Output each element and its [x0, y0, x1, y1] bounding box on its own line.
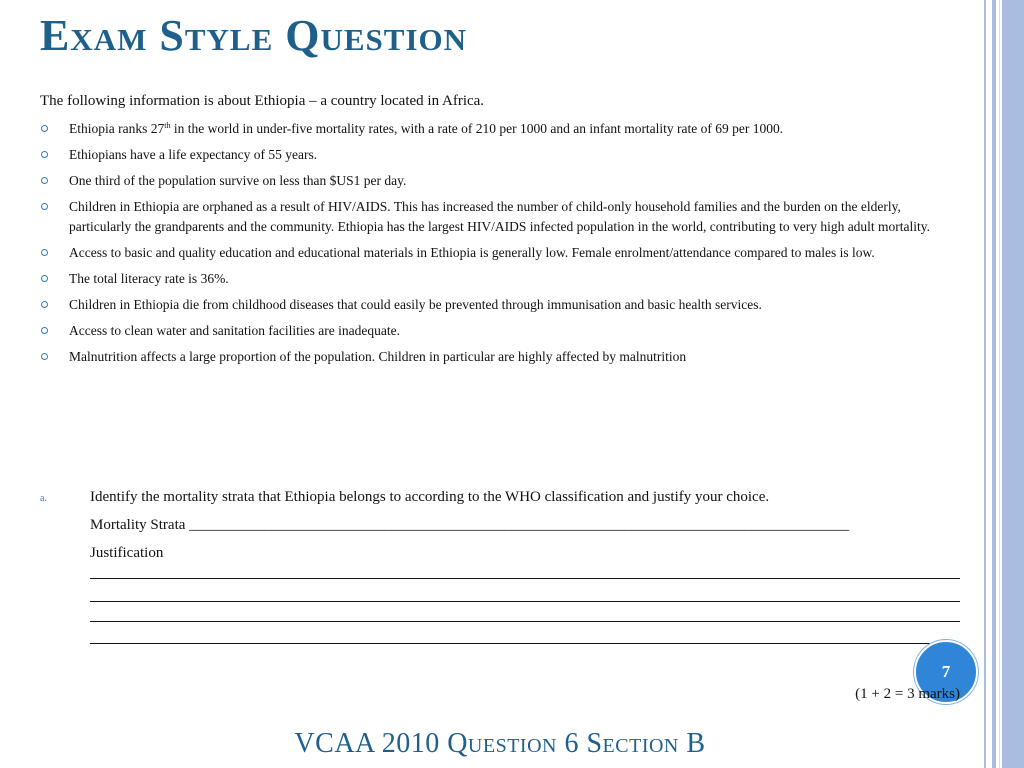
mortality-strata-answer-line: ________________________________________________________________________________________ — [189, 517, 850, 533]
list-item — [40, 347, 945, 367]
answer-line — [90, 622, 960, 644]
circle-bullet-icon — [41, 249, 48, 256]
ordinal-suffix: th — [164, 121, 171, 130]
answer-line — [90, 579, 960, 602]
answer-line — [90, 602, 960, 622]
page-number-badge: 7 — [914, 640, 978, 704]
border-stripe — [984, 0, 986, 768]
bullet-text: The total literacy rate is 36%. — [69, 270, 229, 286]
slide-right-border — [980, 0, 1024, 768]
slide-footer: VCAA 2010 Question 6 Section B — [294, 728, 706, 759]
mortality-strata-row — [90, 514, 960, 536]
list-item — [40, 171, 945, 191]
fact-list — [40, 119, 945, 373]
bullet-text: Ethiopians have a life expectancy of 55 years. — [69, 147, 318, 162]
mortality-strata-label: Mortality Strata — [90, 517, 186, 533]
justification-label: Justification — [90, 545, 164, 561]
bullet-text: Access to clean water and sanitation facilities are inadequate. — [69, 322, 400, 338]
intro-text: The following information is about Ethiopia – a country located in Africa. — [40, 93, 485, 109]
bullet-text: Children in Ethiopia die from childhood diseases that could easily be prevented through immunisation and basic health services. — [69, 296, 762, 312]
question-body — [90, 487, 960, 644]
circle-bullet-icon — [41, 327, 48, 334]
border-stripe — [1002, 0, 1024, 768]
question-text: Identify the mortality strata that Ethiopia belongs to according to the WHO classification and justify your choice. — [90, 489, 770, 505]
circle-bullet-icon — [41, 125, 48, 132]
bullet-text: Access to basic and quality education and educational materials in Ethiopia is generally low. Female enrolment/attendance compared to males is low. — [69, 244, 875, 260]
circle-bullet-icon — [41, 301, 48, 308]
question-a — [40, 487, 960, 644]
answer-line — [90, 564, 960, 579]
slide-title: Exam Style Question — [40, 11, 468, 60]
border-stripe — [999, 0, 1000, 768]
list-item — [40, 243, 945, 263]
circle-bullet-icon — [41, 353, 48, 360]
border-stripe — [992, 0, 996, 768]
list-item — [40, 321, 945, 341]
bullet-text: Children in Ethiopia are orphaned as a result of HIV/AIDS. This has increased the number of child-only household families and the burden on the elderly, particularly the grandparents and the community. Ethiopia has the largest HIV/AIDS infected population in the world, contributing to very high adult mortality. — [69, 199, 931, 234]
marks-allocation: (1 + 2 = 3 marks) — [855, 686, 960, 702]
bullet-text: Malnutrition affects a large proportion of the population. Children in particular are highly affected by malnutrition — [69, 348, 687, 364]
circle-bullet-icon — [41, 203, 48, 210]
circle-bullet-icon — [41, 151, 48, 158]
bullet-text-pre: Ethiopia ranks 27 — [69, 121, 165, 136]
bullet-text-post: in the world in under-five mortality rates, with a rate of 210 per 1000 and an infant mortality rate of 69 per 1000. — [170, 121, 784, 136]
list-item — [40, 269, 945, 289]
list-item — [40, 119, 945, 139]
list-item — [40, 197, 945, 236]
bullet-text: One third of the population survive on less than $US1 per day. — [69, 173, 407, 188]
circle-bullet-icon — [41, 177, 48, 184]
list-item — [40, 295, 945, 315]
circle-bullet-icon — [41, 275, 48, 282]
question-marker: a. — [40, 493, 47, 504]
list-item — [40, 145, 945, 165]
